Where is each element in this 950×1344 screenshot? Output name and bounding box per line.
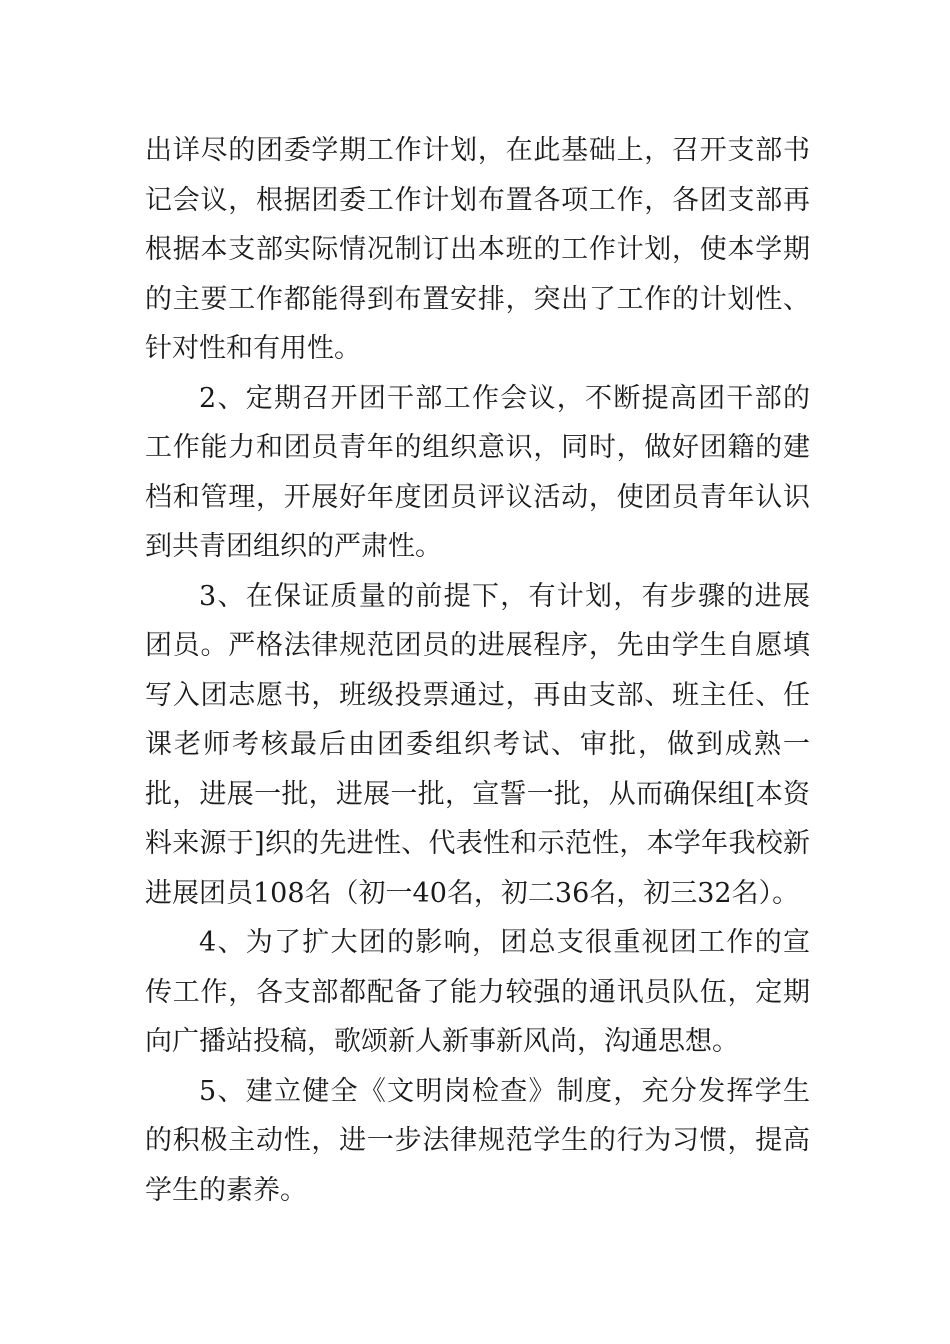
paragraph-item-2: 2、定期召开团干部工作会议，不断提高团干部的工作能力和团员青年的组织意识，同时，做好团籍的建档和管理，开展好年度团员评议活动，使团员青年认识到共青团组织的严肃性。 — [145, 382, 810, 562]
paragraph-item-4: 4、为了扩大团的影响，团总支很重视团工作的宣传工作，各支部都配备了能力较强的通讯员队伍，定期向广播站投稿，歌颂新人新事新风尚，沟通思想。 — [145, 927, 810, 1057]
paragraph-item-3: 3、在保证质量的前提下，有计划，有步骤的进展团员。严格法律规范团员的进展程序，先由学生自愿填写入团志愿书，班级投票通过，再由支部、班主任、任课老师考核最后由团委组织考试、审批，做到成熟一批，进展一批，进展一批，宣誓一批，从而确保组[本资料来源于]织的先进性、代表性和示范性，本学年我校新进展团员108名（初一40名，初二36名，初三32名）。 — [145, 580, 810, 909]
paragraph-continuation: 出详尽的团委学期工作计划，在此基础上，召开支部书记会议，根据团委工作计划布置各项工作，各团支部再根据本支部实际情况制订出本班的工作计划，使本学期的主要工作都能得到布置安排，突出了工作的计划性、针对性和有用性。 — [145, 135, 810, 364]
paragraph-item-5: 5、建立健全《文明岗检查》制度，充分发挥学生的积极主动性，进一步法律规范学生的行为习惯，提高学生的素养。 — [145, 1075, 810, 1206]
document-body — [145, 126, 810, 1215]
